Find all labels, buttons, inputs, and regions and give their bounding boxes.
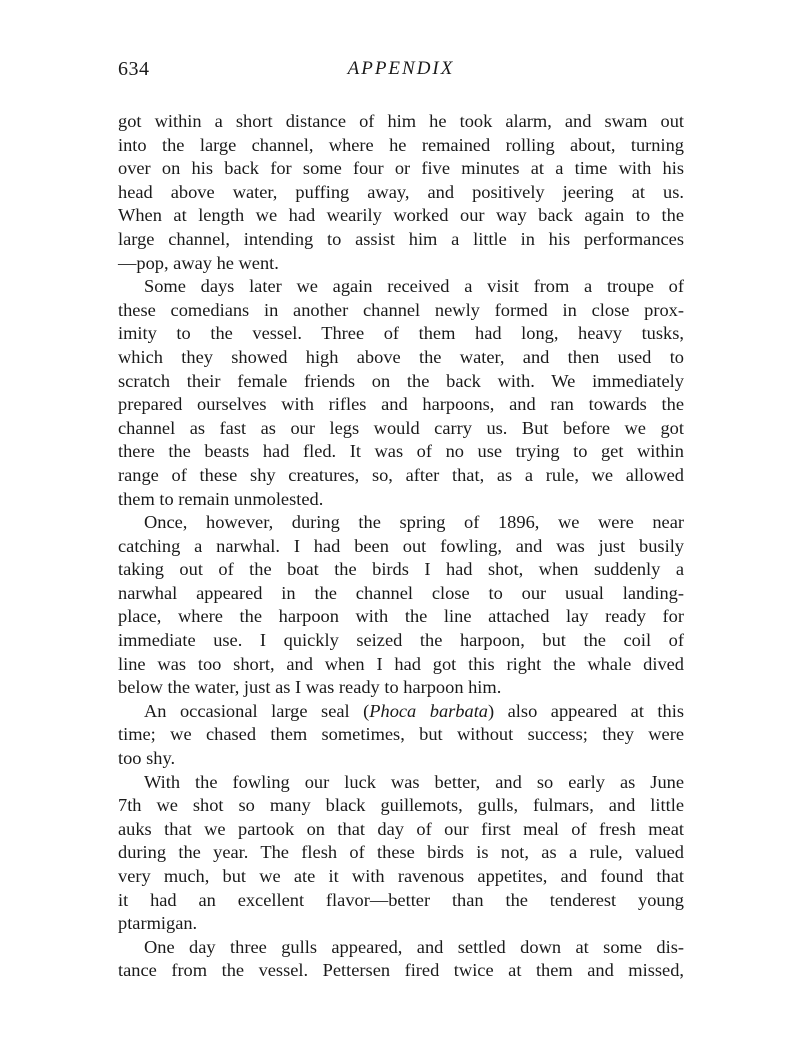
text-run: ) also appeared at this (488, 700, 685, 721)
text-line: ptarmigan. (118, 913, 198, 934)
text-line: got within a short distance of him he took alarm, and swam out (118, 111, 684, 131)
text-line: large channel, intending to assist him a little in his performances (118, 228, 684, 249)
text-line: narwhal appeared in the channel close to our usual landing- (118, 582, 684, 603)
text-line: prepared ourselves with rifles and harpoons, and ran towards the (118, 394, 684, 415)
text-line-with-italic (118, 700, 684, 724)
text-line: catching a narwhal. I had been out fowling, and was just busily (118, 535, 684, 556)
text-line: place, where the harpoon with the line attached lay ready for (118, 606, 684, 627)
text-line: range of these shy creatures, so, after that, as a rule, we allowed (118, 464, 684, 485)
text-line: time; we chased them sometimes, but without success; they were (118, 724, 684, 745)
text-line: scratch their female friends on the back with. We immediately (118, 370, 684, 391)
species-name: Phoca barbata (369, 700, 489, 721)
text-line: into the large channel, where he remained rolling about, turning (118, 134, 684, 155)
text-line: it had an excellent flavor—better than the tenderest young (118, 889, 684, 910)
text-line: —pop, away he went. (118, 252, 279, 273)
text-line: during the year. The flesh of these birds is not, as a rule, valued (118, 842, 684, 863)
text-run: An occasional large seal ( (144, 700, 370, 721)
text-line: channel as fast as our legs would carry us. But before we got (118, 417, 684, 438)
text-line: imity to the vessel. Three of them had long, heavy tusks, (118, 323, 684, 344)
text-line: taking out of the boat the birds I had shot, when suddenly a (118, 559, 684, 580)
text-line: below the water, just as I was ready to harpoon him. (118, 677, 502, 698)
text-line: 7th we shot so many black guillemots, gulls, fulmars, and little (118, 795, 684, 816)
text-line: these comedians in another channel newly formed in close prox- (118, 299, 684, 320)
paragraph-5 (118, 771, 684, 936)
text-line: tance from the vessel. Pettersen fired twice at them and missed, (118, 960, 684, 981)
paragraph-4 (118, 700, 684, 771)
text-line: over on his back for some four or five minutes at a time with his (118, 158, 684, 179)
text-line: When at length we had wearily worked our way back again to the (118, 205, 684, 226)
text-line: very much, but we ate it with ravenous appetites, and found that (118, 866, 684, 886)
running-head (118, 58, 684, 88)
text-line: line was too short, and when I had got this right the whale dived (118, 653, 684, 674)
paragraph-2 (118, 275, 684, 511)
text-line: which they showed high above the water, and then used to (118, 346, 684, 367)
body-text (118, 110, 684, 983)
paragraph-1 (118, 110, 684, 275)
paragraph-6 (118, 936, 684, 983)
text-line: With the fowling our luck was better, and so early as June (144, 771, 684, 792)
text-line: head above water, puffing away, and positively jeering at us. (118, 181, 684, 202)
text-line: there the beasts had fled. It was of no use trying to get within (118, 441, 684, 462)
text-line: them to remain unmolested. (118, 488, 324, 509)
text-line: Once, however, during the spring of 1896, we were near (144, 512, 684, 533)
text-line: immediate use. I quickly seized the harpoon, but the coil of (118, 630, 684, 651)
text-line: One day three gulls appeared, and settled down at some dis- (144, 936, 684, 957)
text-line: Some days later we again received a visit from a troupe of (144, 276, 684, 297)
page-number: 634 (118, 58, 150, 80)
running-title: APPENDIX (347, 58, 455, 79)
text-line: too shy. (118, 748, 176, 769)
paragraph-3 (118, 511, 684, 700)
text-line: auks that we partook on that day of our first meal of fresh meat (118, 818, 684, 839)
